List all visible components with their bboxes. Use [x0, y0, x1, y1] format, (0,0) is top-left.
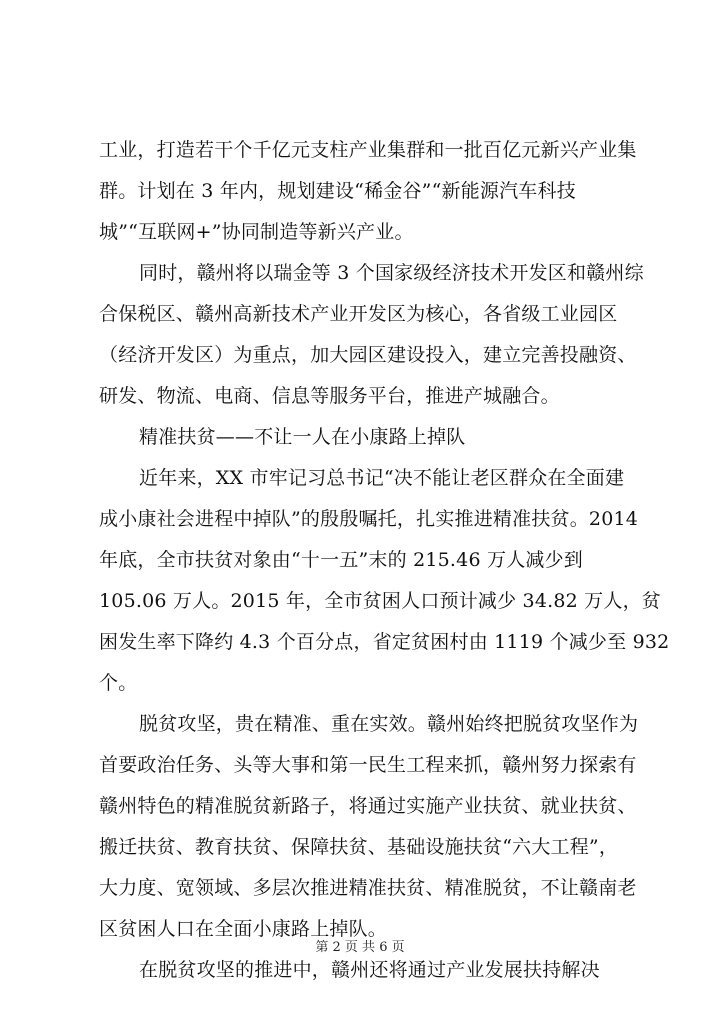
page-number-footer: 第 2 页 共 6 页	[315, 940, 405, 955]
section-heading: 精准扶贫——不让一人在小康路上掉队	[139, 426, 466, 448]
text-line: 在脱贫攻坚的推进中，赣州还将通过产业发展扶持解决	[139, 959, 600, 981]
text-line: 研发、物流、电商、信息等服务平台，推进产城融合。	[99, 385, 560, 407]
text-line: 大力度、宽领域、多层次推进精准扶贫、精准脱贫，不让赣南老	[99, 877, 637, 899]
text-line: 个。	[99, 672, 138, 694]
text-line: 年底，全市扶贫对象由“十一五”末的 215.46 万人减少到	[99, 549, 583, 571]
text-line: 首要政治任务、头等大事和第一民生工程来抓，赣州努力探索有	[99, 754, 637, 776]
text-line: 城”“互联网+”协同制造等新兴产业。	[99, 221, 414, 243]
text-line: （经济开发区）为重点，加大园区建设投入，建立完善投融资、	[99, 344, 637, 366]
text-line: 赣州特色的精准脱贫新路子，将通过实施产业扶贫、就业扶贫、	[99, 795, 637, 817]
text-line: 近年来，XX 市牢记习总书记“决不能让老区群众在全面建	[139, 467, 625, 489]
text-line: 同时，赣州将以瑞金等 3 个国家级经济技术开发区和赣州综	[139, 262, 644, 284]
text-line: 105.06 万人。2015 年，全市贫困人口预计减少 34.82 万人，贫	[99, 590, 661, 612]
text-line: 成小康社会进程中掉队”的殷殷嘱托，扎实推进精准扶贫。2014	[99, 508, 639, 530]
text-line: 搬迁扶贫、教育扶贫、保障扶贫、基础设施扶贫“六大工程”，	[99, 836, 619, 858]
text-line: 合保税区、赣州高新技术产业开发区为核心，各省级工业园区	[99, 303, 618, 325]
document-body	[99, 130, 670, 991]
text-line: 脱贫攻坚，贵在精准、重在实效。赣州始终把脱贫攻坚作为	[139, 713, 639, 735]
text-line: 工业，打造若干个千亿元支柱产业集群和一批百亿元新兴产业集	[99, 139, 637, 161]
text-line: 困发生率下降约 4.3 个百分点，省定贫困村由 1119 个减少至 932	[99, 631, 670, 653]
text-line: 群。计划在 3 年内，规划建设“稀金谷”“新能源汽车科技	[99, 180, 576, 202]
text-line: 区贫困人口在全面小康路上掉队。	[99, 918, 388, 940]
